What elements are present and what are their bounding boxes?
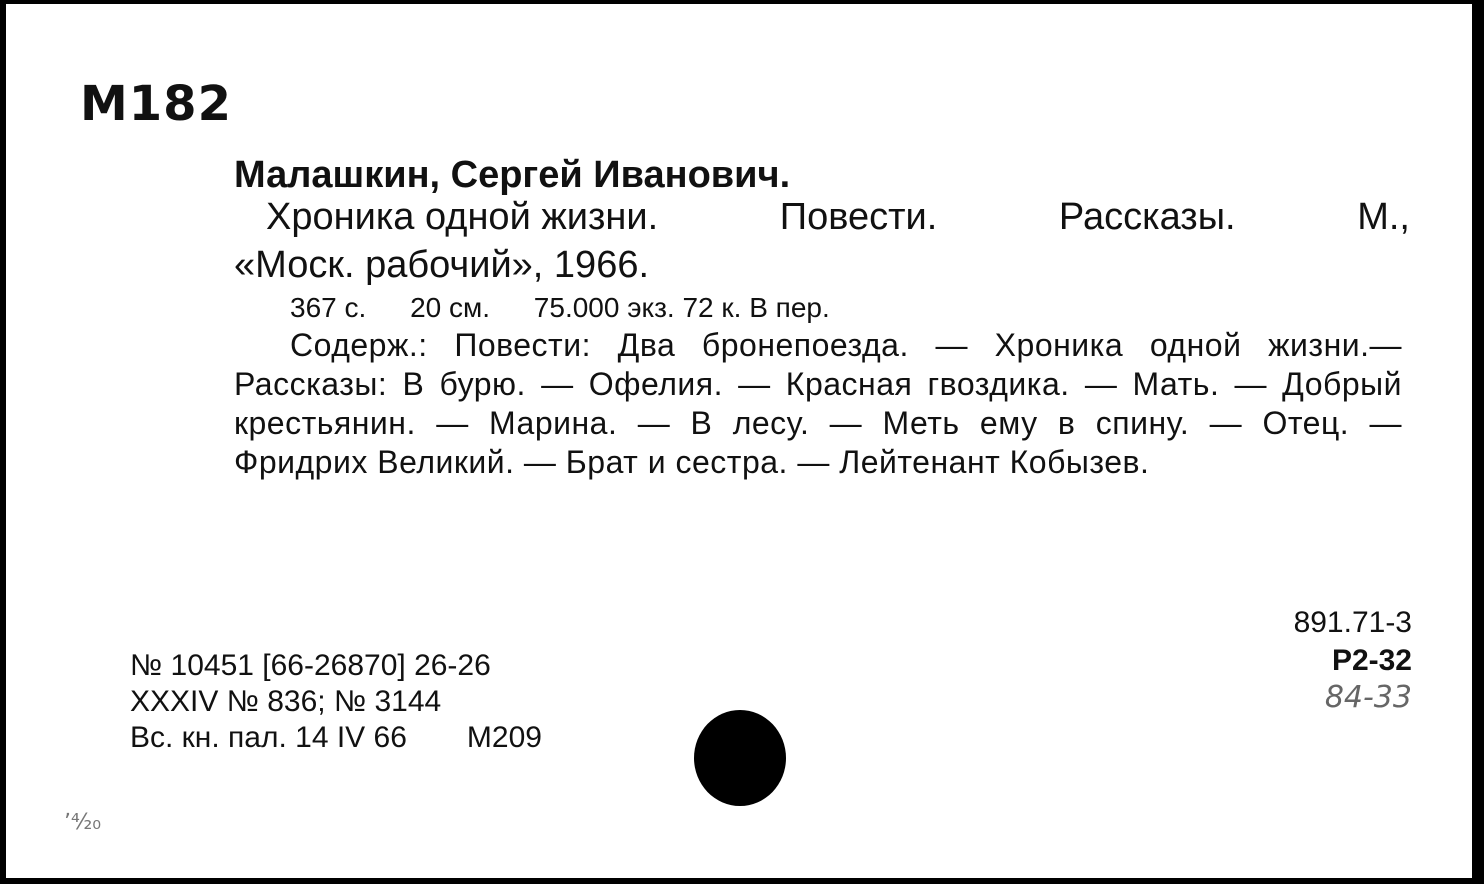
punch-hole	[694, 710, 786, 806]
classification-block	[1294, 606, 1412, 642]
udc-code: 891.71-3	[1293, 606, 1412, 639]
handwritten-note: 84-33	[1324, 680, 1412, 715]
author-heading: Малашкин, Сергей Иванович.	[234, 154, 791, 196]
collation-print-run: 75.000 экз. 72 к. В пер.	[533, 292, 830, 323]
collation-size: 20 см.	[410, 292, 491, 323]
publisher-line: «Моск. рабочий», 1966.	[234, 244, 650, 286]
title-part: М.,	[1357, 196, 1410, 238]
contents-note	[234, 326, 1402, 482]
shelf-code: Р2-32	[1331, 644, 1412, 677]
registry-line-3: Вс. кн. пал. 14 IV 66 М209	[130, 721, 542, 754]
registry-line-1: № 10451 [66-26870] 26-26	[130, 649, 491, 682]
title-line	[266, 196, 1410, 239]
collation-line	[290, 292, 866, 324]
registry-block	[130, 648, 542, 756]
collation-pages: 367 с.	[290, 292, 367, 323]
title-part: Повести.	[779, 196, 938, 238]
title-part: Рассказы.	[1058, 196, 1236, 238]
corner-mark: ʼ⁴⁄₂₀	[64, 810, 102, 835]
title-part: Хроника одной жизни.	[266, 196, 659, 238]
contents-text: Содерж.: Повести: Два бронепоезда. — Хроника одной жизни.— Рассказы: В бурю. — Офелия. — Красная гвоздика. — Мать. — Добрый крестьянин. — Марина. — В лесу. — Меть ему в спину. — Отец. — Фридрих Великий. — Брат и сестра. — Лейтенант Кобызев.	[234, 327, 1402, 480]
registry-line-2: XXXIV № 836; № 3144	[130, 685, 442, 718]
shelf-mark: M182	[80, 76, 232, 132]
catalog-card	[6, 4, 1472, 878]
